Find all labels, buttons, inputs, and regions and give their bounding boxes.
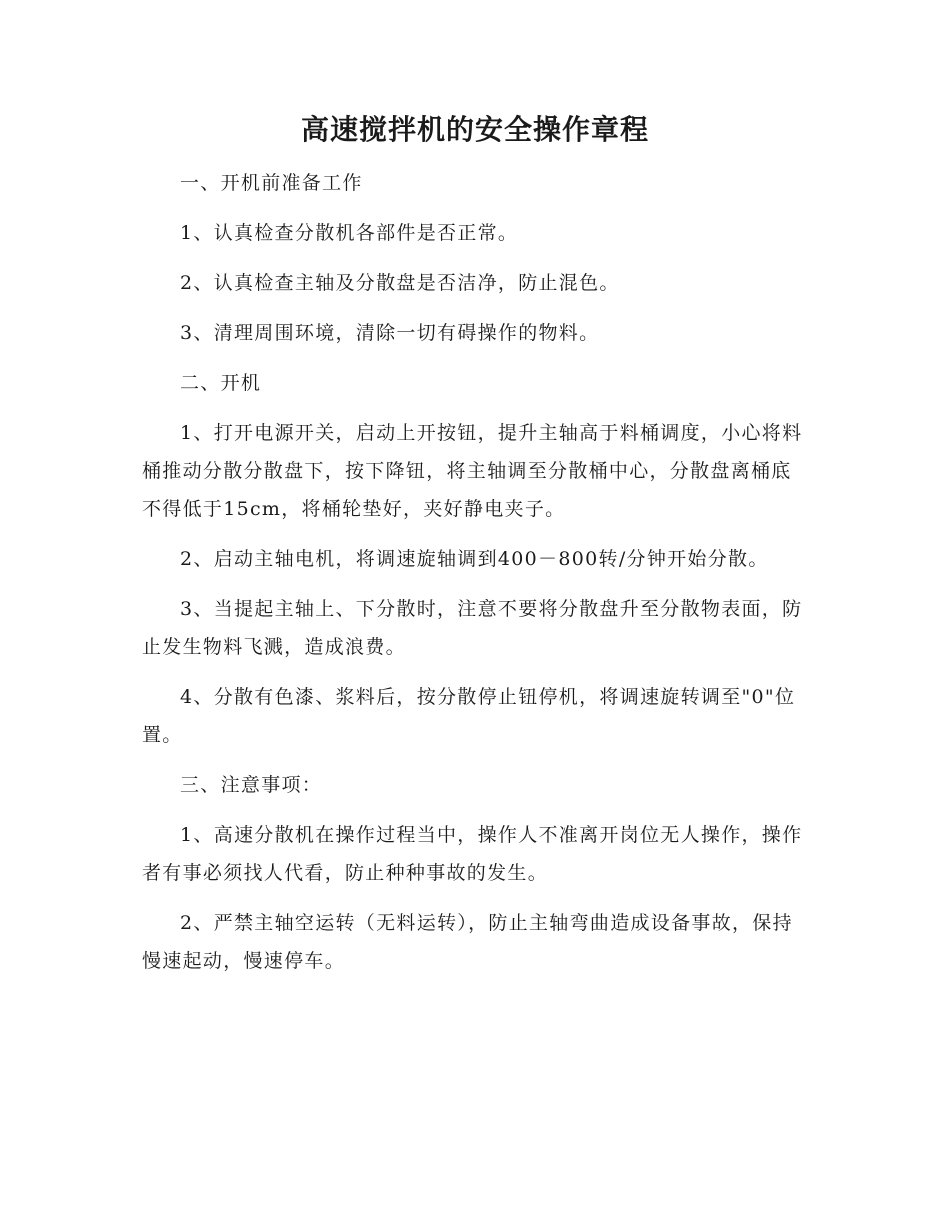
paragraph-prep-3: 3、清理周围环境，清除一切有碍操作的物料。 (180, 322, 600, 344)
document-title: 高速搅拌机的安全操作章程 (300, 113, 649, 146)
paragraph-notes-1: 1、高速分散机在操作过程当中，操作人不准离开岗位无人操作，操作者有事必须找人代看，防止种种事故的发生。 (142, 824, 803, 884)
paragraph-start-2: 2、启动主轴电机，将调速旋轴调到400－800转/分钟开始分散。 (180, 548, 769, 570)
section-heading-start: 二、开机 (180, 372, 262, 394)
section-heading-prep: 一、开机前准备工作 (180, 172, 363, 194)
paragraph-prep-2: 2、认真检查主轴及分散盘是否洁净，防止混色。 (180, 272, 620, 294)
section-heading-notes: 三、注意事项： (180, 774, 323, 796)
paragraph-start-3: 3、当提起主轴上、下分散时，注意不要将分散盘升至分散物表面，防止发生物料飞溅，造成浪费。 (142, 598, 803, 658)
document-body (142, 164, 807, 992)
paragraph-prep-1: 1、认真检查分散机各部件是否正常。 (180, 222, 519, 244)
paragraph-start-4: 4、分散有色漆、浆料后，按分散停止钮停机，将调速旋转调至"0"位置。 (142, 686, 796, 746)
paragraph-notes-2: 2、严禁主轴空运转（无料运转），防止主轴弯曲造成设备事故，保持慢速起动，慢速停车。 (142, 912, 793, 972)
paragraph-start-1: 1、打开电源开关，启动上开按钮，提升主轴高于料桶调度，小心将料桶推动分散分散盘下，按下降钮，将主轴调至分散桶中心，分散盘离桶底不得低于15cm，将桶轮垫好，夹好静电夹子。 (142, 422, 803, 520)
